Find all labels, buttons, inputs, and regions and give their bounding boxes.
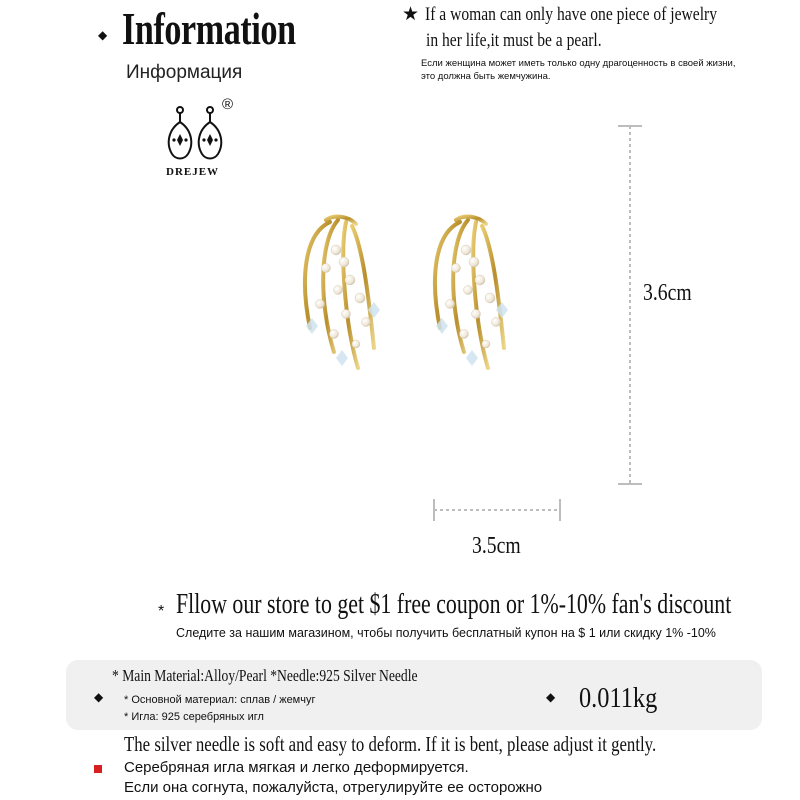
- material-spec-ru: * Основной материал: сплав / жемчуг: [124, 694, 316, 706]
- promo-asterisk: *: [158, 603, 165, 620]
- needle-spec-ru: * Игла: 925 серебряных игл: [124, 711, 264, 723]
- promo-text-ru: Следите за нашим магазином, чтобы получить бесплатный купон на $ 1 или скидку 1% -10%: [176, 626, 716, 640]
- red-square-bullet-icon: [94, 765, 102, 773]
- weight-value: 0.011kg: [579, 682, 658, 714]
- height-label: 3.6cm: [643, 280, 692, 306]
- diamond-bullet-icon: ◆: [94, 690, 104, 704]
- quote-line-2: in her life,it must be a pearl.: [426, 30, 602, 51]
- pearl-hoop-earrings-image: [290, 210, 520, 390]
- quote-line-1: If a woman can only have one piece of jewelry: [425, 4, 717, 25]
- page-title-ru: Информация: [126, 62, 243, 83]
- diamond-bullet-icon: ◆: [546, 690, 556, 704]
- title-bullet: ◆: [98, 28, 108, 42]
- material-needle-spec: * Main Material:Alloy/Pearl *Needle:925 Silver Needle: [112, 666, 418, 685]
- quote-ru-line-2: это должна быть жемчужина.: [421, 71, 551, 82]
- care-note-ru-line-1: Серебряная игла мягкая и легко деформируется.: [124, 759, 469, 776]
- care-note-ru-line-2: Если она согнута, пожалуйста, отрегулируйте ее осторожно: [124, 779, 543, 796]
- page-title: Information: [122, 3, 296, 54]
- width-label: 3.5cm: [472, 533, 521, 559]
- width-dimension-line: [428, 495, 568, 525]
- star-icon: ★: [402, 4, 420, 25]
- registered-mark: ®: [222, 96, 234, 113]
- promo-text: Fllow our store to get $1 free coupon or 1%-10% fan's discount: [176, 589, 732, 620]
- quote-ru-line-1: Если женщина может иметь только одну драгоценность в своей жизни,: [421, 58, 736, 69]
- brand-name: DREJEW: [166, 166, 220, 178]
- care-note: The silver needle is soft and easy to deform. If it is bent, please adjust it gently.: [124, 732, 657, 756]
